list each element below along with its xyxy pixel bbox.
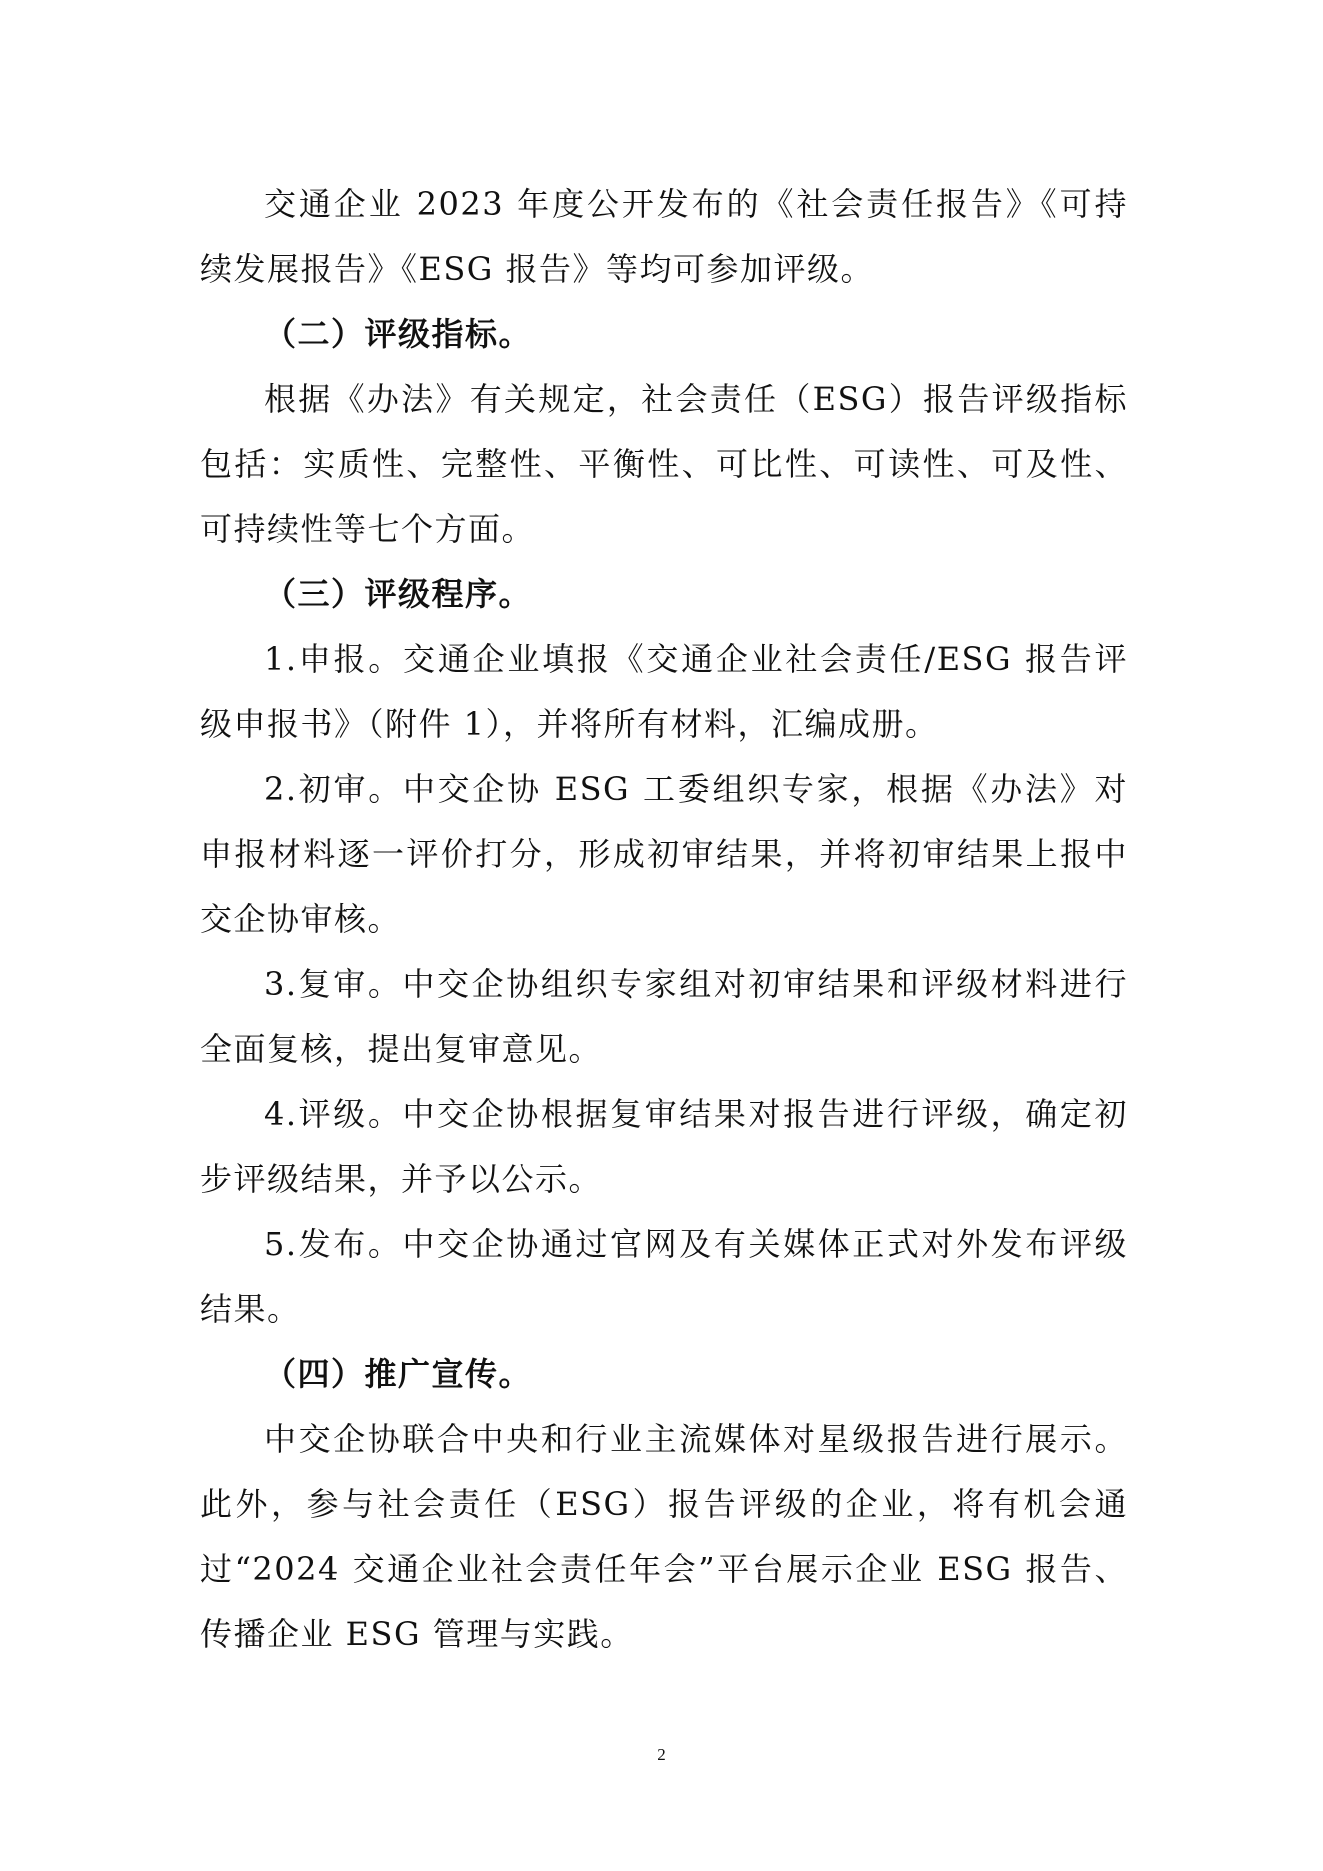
paragraph-eligibility: 交通企业 2023 年度公开发布的《社会责任报告》《可持续发展报告》《ESG 报告》等均可参加评级。 <box>200 185 1128 288</box>
document-body <box>200 172 1128 1667</box>
paragraph-step-publication: 5.发布。中交企协通过官网及有关媒体正式对外发布评级结果。 <box>200 1225 1128 1328</box>
paragraph-step-preliminary-review: 2.初审。中交企协 ESG 工委组织专家，根据《办法》对申报材料逐一评价打分，形成初审结果，并将初审结果上报中交企协审核。 <box>200 770 1128 938</box>
heading-promotion: （四）推广宣传。 <box>264 1355 533 1393</box>
paragraph-step-application: 1.申报。交通企业填报《交通企业社会责任/ESG 报告评级申报书》（附件 1），并将所有材料，汇编成册。 <box>200 640 1128 743</box>
heading-rating-indicators: （二）评级指标。 <box>264 315 533 353</box>
paragraph-step-re-review: 3.复审。中交企协组织专家组对初审结果和评级材料进行全面复核，提出复审意见。 <box>200 965 1128 1068</box>
paragraph-indicators: 根据《办法》有关规定，社会责任（ESG）报告评级指标包括：实质性、完整性、平衡性、可比性、可读性、可及性、可持续性等七个方面。 <box>200 380 1128 548</box>
paragraph-step-rating: 4.评级。中交企协根据复审结果对报告进行评级，确定初步评级结果，并予以公示。 <box>200 1095 1128 1198</box>
paragraph-promotion: 中交企协联合中央和行业主流媒体对星级报告进行展示。此外，参与社会责任（ESG）报告评级的企业，将有机会通过“2024 交通企业社会责任年会”平台展示企业 ESG 报告、传播企业 ESG 管理与实践。 <box>200 1420 1128 1653</box>
page-number: 2 <box>657 1745 666 1764</box>
heading-rating-procedure: （三）评级程序。 <box>264 575 533 613</box>
